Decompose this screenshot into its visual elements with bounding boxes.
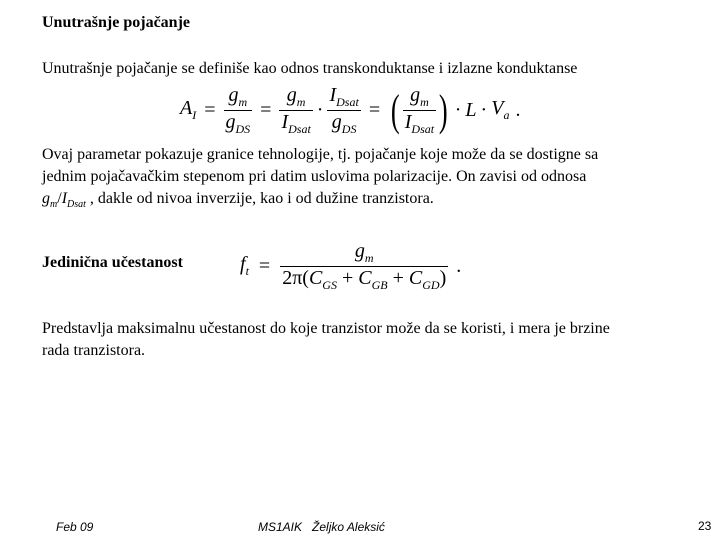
fraction-idsat-over-gds: $\frac{I_{Dsat}}{g_{DS}}$: [329, 83, 359, 136]
fraction-gm-over-idsat-paren: $\frac{g_m}{I_{Dsat}}$: [404, 83, 435, 136]
equals-sign: =: [258, 254, 271, 277]
equals-sign: =: [368, 98, 381, 121]
intrinsic-gain-formula: [180, 80, 520, 140]
formula-lhs: $f_t$: [240, 253, 249, 278]
formula-lhs: $A_I$: [180, 97, 197, 122]
equals-sign: =: [204, 98, 216, 121]
channel-length-symbol: L: [465, 98, 477, 121]
footer-course-author: MS1AIK Željko Aleksić: [258, 520, 385, 534]
formula-period: .: [456, 254, 462, 277]
paragraph-line: Predstavlja maksimalnu učestanost do koje tranzistor može da se koristi, i mera je brzine: [42, 320, 610, 337]
paragraph-line: rada tranzistora.: [42, 342, 146, 359]
fraction-gm-over-idsat: $\frac{g_m}{I_{Dsat}}$: [281, 83, 311, 136]
intro-text: Unutrašnje pojačanje se definiše kao odnos transkonduktanse i izlazne konduktanse: [42, 60, 578, 77]
dot-operator: ·: [316, 98, 324, 121]
fraction-gm-over-gds: $\frac{g_m}{g_{DS}}$: [225, 83, 251, 136]
formula-period: .: [515, 98, 521, 121]
page-number: 23: [698, 519, 712, 533]
section-title-unity-frequency: Jedinična učestanost: [42, 254, 183, 271]
paragraph-line: Ovaj parametar pokazuje granice tehnologije, tj. pojačanje koje može da se dostigne sa: [42, 146, 599, 163]
unity-frequency-formula: [240, 238, 461, 294]
fraction-gm-over-capacitances: $\frac{g_m}{2\pi(C_{GS} + C_{GB} + C_{GD})}$: [282, 239, 447, 292]
paragraph-line: jednim pojačavačkim stepenom pri datim uslovima polarizacije. On zavisi od odnosa: [42, 168, 587, 185]
right-paren: ): [439, 85, 448, 135]
footer-date: Feb 09: [56, 520, 94, 534]
left-paren: (: [391, 85, 400, 135]
dot-operator: ·: [480, 98, 488, 121]
early-voltage-symbol: $V_a$: [491, 97, 510, 122]
dot-operator: ·: [454, 98, 462, 121]
section-title-internal-gain: Unutrašnje pojačanje: [42, 14, 190, 31]
equals-sign: =: [260, 98, 272, 121]
paragraph-line-ratio: $g_m/I_{Dsat}$ , dakle od nivoa inverzije, kao i od dužine tranzistora.: [42, 190, 434, 211]
